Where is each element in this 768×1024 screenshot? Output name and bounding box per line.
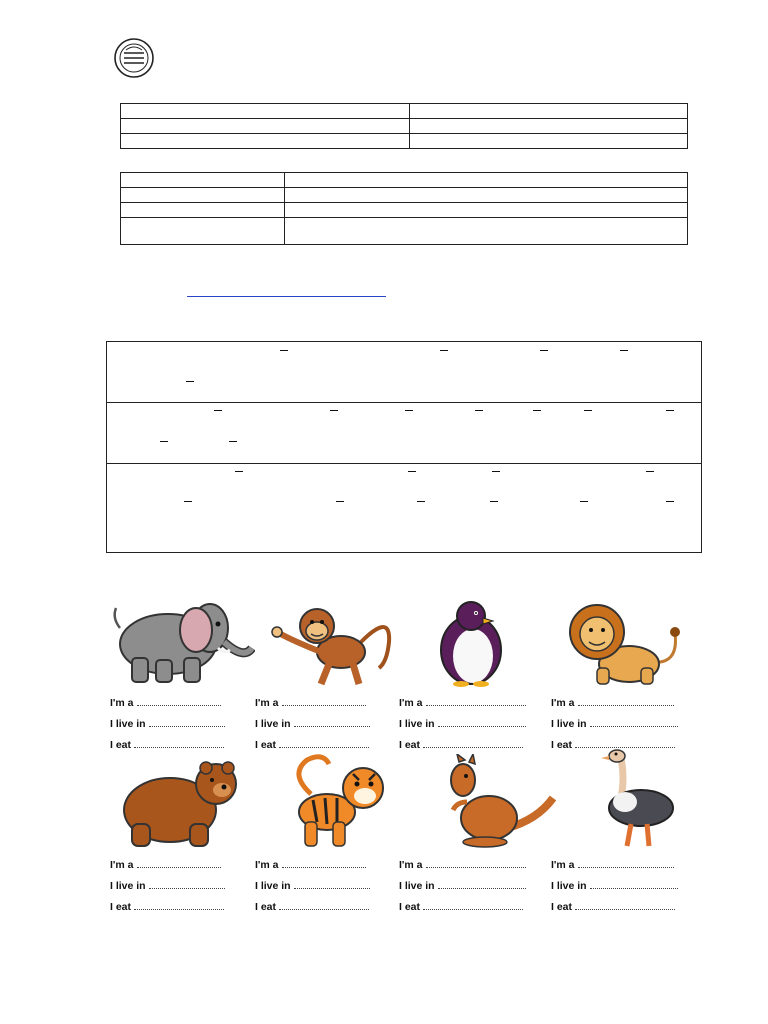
blank-line[interactable]	[540, 350, 548, 351]
answer-blank[interactable]	[294, 880, 370, 889]
blank-line[interactable]	[646, 471, 654, 472]
bear-icon	[120, 760, 245, 850]
tiger-icon	[285, 750, 395, 850]
answer-blank[interactable]	[134, 739, 224, 748]
answer-blank[interactable]	[149, 718, 225, 727]
card-line-live-in: I live in	[399, 718, 526, 730]
blank-line[interactable]	[440, 350, 448, 351]
info-cell[interactable]	[285, 173, 688, 188]
info-cell[interactable]	[410, 104, 688, 119]
answer-blank[interactable]	[426, 859, 526, 868]
lesson-info-table	[120, 172, 688, 245]
answer-blank[interactable]	[149, 880, 225, 889]
answer-blank[interactable]	[134, 901, 224, 910]
answer-blank[interactable]	[279, 739, 369, 748]
answer-blank[interactable]	[426, 697, 526, 706]
card-line-im-a: I'm a	[110, 859, 221, 871]
blank-line[interactable]	[330, 410, 338, 411]
blank-line[interactable]	[492, 471, 500, 472]
animal-card-bear	[110, 760, 250, 920]
blank-line[interactable]	[580, 501, 588, 502]
animal-card-ostrich	[551, 760, 691, 920]
card-line-im-a: I'm a	[399, 697, 526, 709]
blank-line[interactable]	[475, 410, 483, 411]
blank-line[interactable]	[584, 410, 592, 411]
answer-blank[interactable]	[137, 697, 221, 706]
card-line-live-in: I live in	[255, 880, 370, 892]
answer-blank[interactable]	[137, 859, 221, 868]
info-cell[interactable]	[121, 119, 410, 134]
blank-line[interactable]	[280, 350, 288, 351]
blank-line[interactable]	[214, 410, 222, 411]
card-line-live-in: I live in	[551, 880, 678, 892]
hyperlink-underline[interactable]	[187, 296, 386, 297]
blank-line[interactable]	[336, 501, 344, 502]
answer-blank[interactable]	[590, 718, 678, 727]
info-cell[interactable]	[285, 188, 688, 203]
info-label-cell	[121, 188, 285, 203]
student-info-table	[120, 103, 688, 149]
info-cell[interactable]	[121, 134, 410, 149]
exercise-row-divider	[107, 463, 701, 464]
lion-icon	[561, 602, 689, 688]
card-line-live-in: I live in	[551, 718, 678, 730]
card-line-eat: I eat	[551, 901, 675, 913]
card-line-eat: I eat	[399, 901, 523, 913]
info-cell[interactable]	[121, 104, 410, 119]
answer-blank[interactable]	[294, 718, 370, 727]
blank-line[interactable]	[405, 410, 413, 411]
blank-line[interactable]	[184, 501, 192, 502]
blank-line[interactable]	[666, 410, 674, 411]
answer-blank[interactable]	[282, 859, 366, 868]
answer-blank[interactable]	[578, 859, 674, 868]
answer-blank[interactable]	[590, 880, 678, 889]
exercise-row-divider	[107, 402, 701, 403]
blank-line[interactable]	[417, 501, 425, 502]
answer-blank[interactable]	[282, 697, 366, 706]
info-cell[interactable]	[410, 134, 688, 149]
monkey-icon	[269, 602, 399, 690]
card-line-eat: I eat	[255, 901, 369, 913]
card-line-live-in: I live in	[110, 880, 225, 892]
answer-blank[interactable]	[575, 901, 675, 910]
elephant-icon	[110, 598, 255, 686]
card-line-eat: I eat	[110, 901, 224, 913]
card-line-eat: I eat	[255, 739, 369, 751]
info-label-cell	[121, 218, 285, 245]
animal-card-kangaroo	[399, 760, 539, 920]
animal-card-penguin	[399, 598, 539, 758]
answer-blank[interactable]	[279, 901, 369, 910]
blank-line[interactable]	[533, 410, 541, 411]
info-label-cell	[121, 203, 285, 218]
answer-blank[interactable]	[578, 697, 674, 706]
animal-card-elephant	[110, 598, 250, 758]
card-line-im-a: I'm a	[551, 697, 674, 709]
card-line-im-a: I'm a	[110, 697, 221, 709]
info-label-cell	[121, 173, 285, 188]
penguin-icon	[435, 598, 507, 688]
animal-card-tiger	[255, 760, 395, 920]
ostrich-icon	[597, 748, 687, 850]
card-line-live-in: I live in	[110, 718, 225, 730]
blank-line[interactable]	[160, 441, 168, 442]
card-line-eat: I eat	[110, 739, 224, 751]
info-cell[interactable]	[285, 203, 688, 218]
blank-line[interactable]	[620, 350, 628, 351]
card-line-live-in: I live in	[255, 718, 370, 730]
card-line-live-in: I live in	[399, 880, 526, 892]
blank-line[interactable]	[235, 471, 243, 472]
exercise-box	[106, 341, 702, 553]
info-cell[interactable]	[285, 218, 688, 245]
card-line-eat: I eat	[551, 739, 675, 751]
info-cell[interactable]	[410, 119, 688, 134]
blank-line[interactable]	[186, 381, 194, 382]
answer-blank[interactable]	[423, 739, 523, 748]
answer-blank[interactable]	[438, 718, 526, 727]
card-line-im-a: I'm a	[255, 697, 366, 709]
animal-card-lion	[551, 598, 691, 758]
answer-blank[interactable]	[575, 739, 675, 748]
answer-blank[interactable]	[423, 901, 523, 910]
animal-card-monkey	[255, 598, 395, 758]
blank-line[interactable]	[490, 501, 498, 502]
blank-line[interactable]	[229, 441, 237, 442]
card-line-im-a: I'm a	[551, 859, 674, 871]
answer-blank[interactable]	[438, 880, 526, 889]
school-logo	[112, 36, 156, 80]
blank-line[interactable]	[666, 501, 674, 502]
blank-line[interactable]	[408, 471, 416, 472]
card-line-eat: I eat	[399, 739, 523, 751]
card-line-im-a: I'm a	[255, 859, 366, 871]
kangaroo-icon	[429, 754, 559, 850]
card-line-im-a: I'm a	[399, 859, 526, 871]
